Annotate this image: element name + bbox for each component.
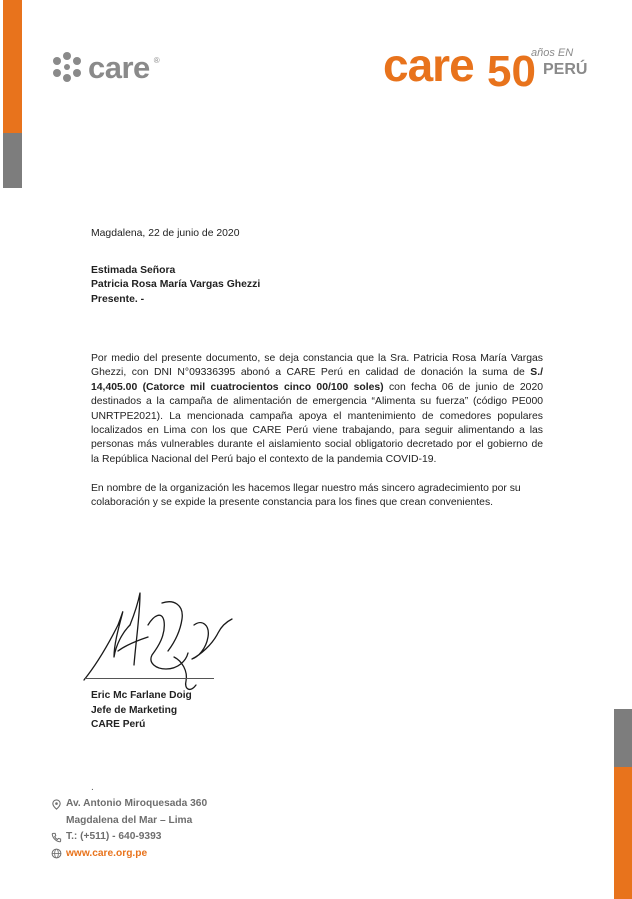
salutation-presente: Presente. -: [91, 293, 145, 305]
address-row-2: [51, 813, 207, 830]
thanks-paragraph: En nombre de la organización les hacemos llegar nuestro más sincero agradecimiento por su colaboración y se expide la presente constancia para los fines que crean convenientes.: [91, 483, 521, 509]
body-part-1: Por medio del presente documento, se deja constancia que la Sra. Patricia Rosa María Vargas Ghezzi, con DNI N°09336395 abonó a CARE Perú en calidad de donación la suma de: [91, 353, 543, 379]
letter-body: [91, 352, 543, 467]
care-50-logo-text: care: [383, 39, 474, 91]
footer-contact: [51, 796, 207, 862]
signer-name: Eric Mc Farlane Doig: [91, 690, 192, 701]
signer-block: [91, 689, 192, 733]
web-row: [51, 846, 207, 863]
salutation-greeting: Estimada Señora: [91, 265, 176, 276]
care-logo: [50, 50, 160, 84]
signer-role: Jefe de Marketing: [91, 704, 178, 716]
left-orange-bar: [3, 0, 22, 133]
donation-amount: S./ 14,405.00 (Catorce mil cuatrocientos cinco 00/100 soles): [91, 367, 543, 393]
salutation-block: [91, 264, 260, 307]
phone-row: [51, 829, 207, 846]
care-50-logo: [383, 39, 603, 98]
body-part-2: con fecha 06 de junio de 2020 destinados a la campaña de alimentación de emergencia “Alimenta su fuerza” (código PE000 UNRTPE2021). La mencionada campaña apoya el mantenimiento de comedores populares localizados en Lima con los que CARE Perú viene trabajando, para seguir alimentando a las personas más vulnerables durante el aislamiento social obligatorio decretado por el gobierno de la República Nacional del Perú bajo el contexto de la pandemia COVID-19.: [91, 381, 544, 465]
left-gray-bar: [3, 133, 22, 188]
fifty-digit-five: 50: [487, 47, 536, 92]
letter-date: Magdalena, 22 de junio de 2020: [91, 228, 240, 239]
address-line-2: Magdalena del Mar – Lima: [66, 814, 193, 826]
address-row: [51, 796, 207, 813]
handwritten-signature: [78, 585, 238, 700]
care-emblem-icon: [50, 50, 84, 84]
footer-dot: .: [91, 782, 94, 793]
location-pin-icon: [51, 799, 62, 810]
signer-org: CARE Perú: [91, 719, 146, 730]
salutation-recipient: Patricia Rosa María Vargas Ghezzi: [91, 279, 261, 291]
website-link[interactable]: www.care.org.pe: [66, 847, 148, 859]
anos-en-label: años EN: [531, 47, 574, 59]
signature-line: [84, 678, 214, 679]
address-line-1: Av. Antonio Miroquesada 360: [66, 798, 208, 809]
phone-icon: [51, 832, 62, 843]
registered-mark: ®: [153, 56, 160, 65]
right-orange-bar: [614, 767, 632, 899]
globe-icon: [51, 848, 62, 859]
peru-label: PERÚ: [543, 61, 588, 78]
care-logo-text: care: [88, 49, 150, 85]
phone-number: T.: (+511) - 640-9393: [66, 831, 162, 842]
right-gray-bar: [614, 709, 632, 767]
